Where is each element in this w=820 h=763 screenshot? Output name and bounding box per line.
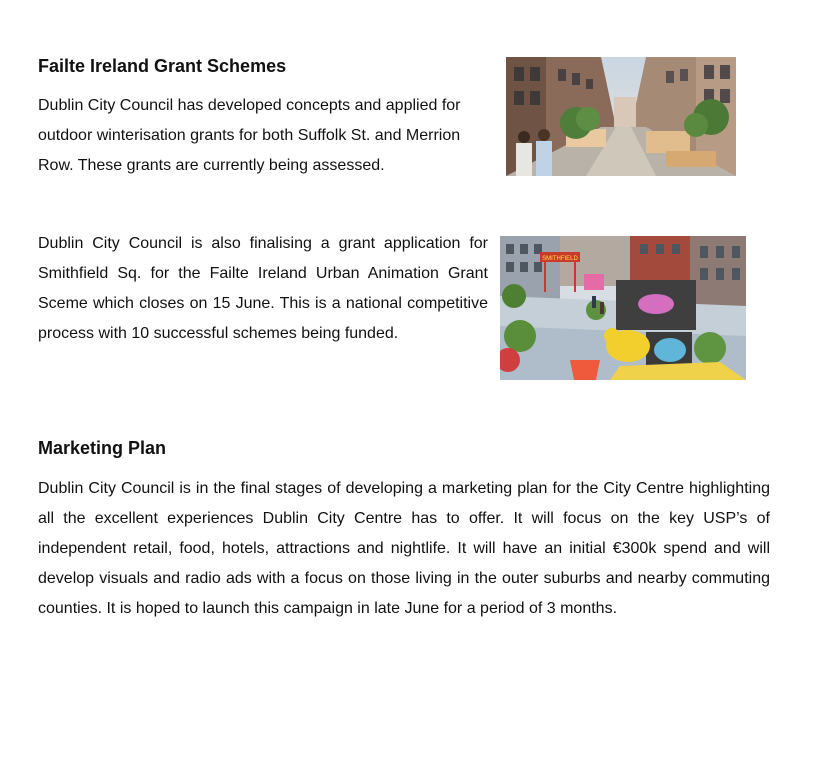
grants-paragraph-smithfield: Dublin City Council is also finalising a grant application for Smithfield Sq. for the Failte Ireland Urban Animation Grant Sceme which closes on 15 June. This is a national competitive process with 10 successful schemes being funded. xyxy=(38,235,488,342)
grants-paragraph-winterisation: Dublin City Council has developed concepts and applied for outdoor winterisation grants for both Suffolk St. and Merrion Row. These grants are currently being assessed. xyxy=(38,97,461,174)
section-title-marketing: Marketing Plan xyxy=(38,438,167,458)
smithfield-square-render-image xyxy=(500,236,746,380)
section-title-grants: Failte Ireland Grant Schemes xyxy=(38,56,287,76)
marketing-plan-paragraph: Dublin City Council is in the final stages of developing a marketing plan for the City Centre highlighting all the excellent experiences Dublin City Centre has to offer. It will focus on the key USP’s of independent retail, food, hotels, attractions and nightlife. It will have an initial €300k spend and will develop visuals and radio ads with a focus on those living in the outer suburbs and nearby commuting counties. It is hoped to launch this campaign in late June for a period of 3 months. xyxy=(38,480,770,617)
suffolk-street-render-image xyxy=(506,57,736,176)
smithfield-sign-text: SMITHFIELD xyxy=(542,256,578,262)
